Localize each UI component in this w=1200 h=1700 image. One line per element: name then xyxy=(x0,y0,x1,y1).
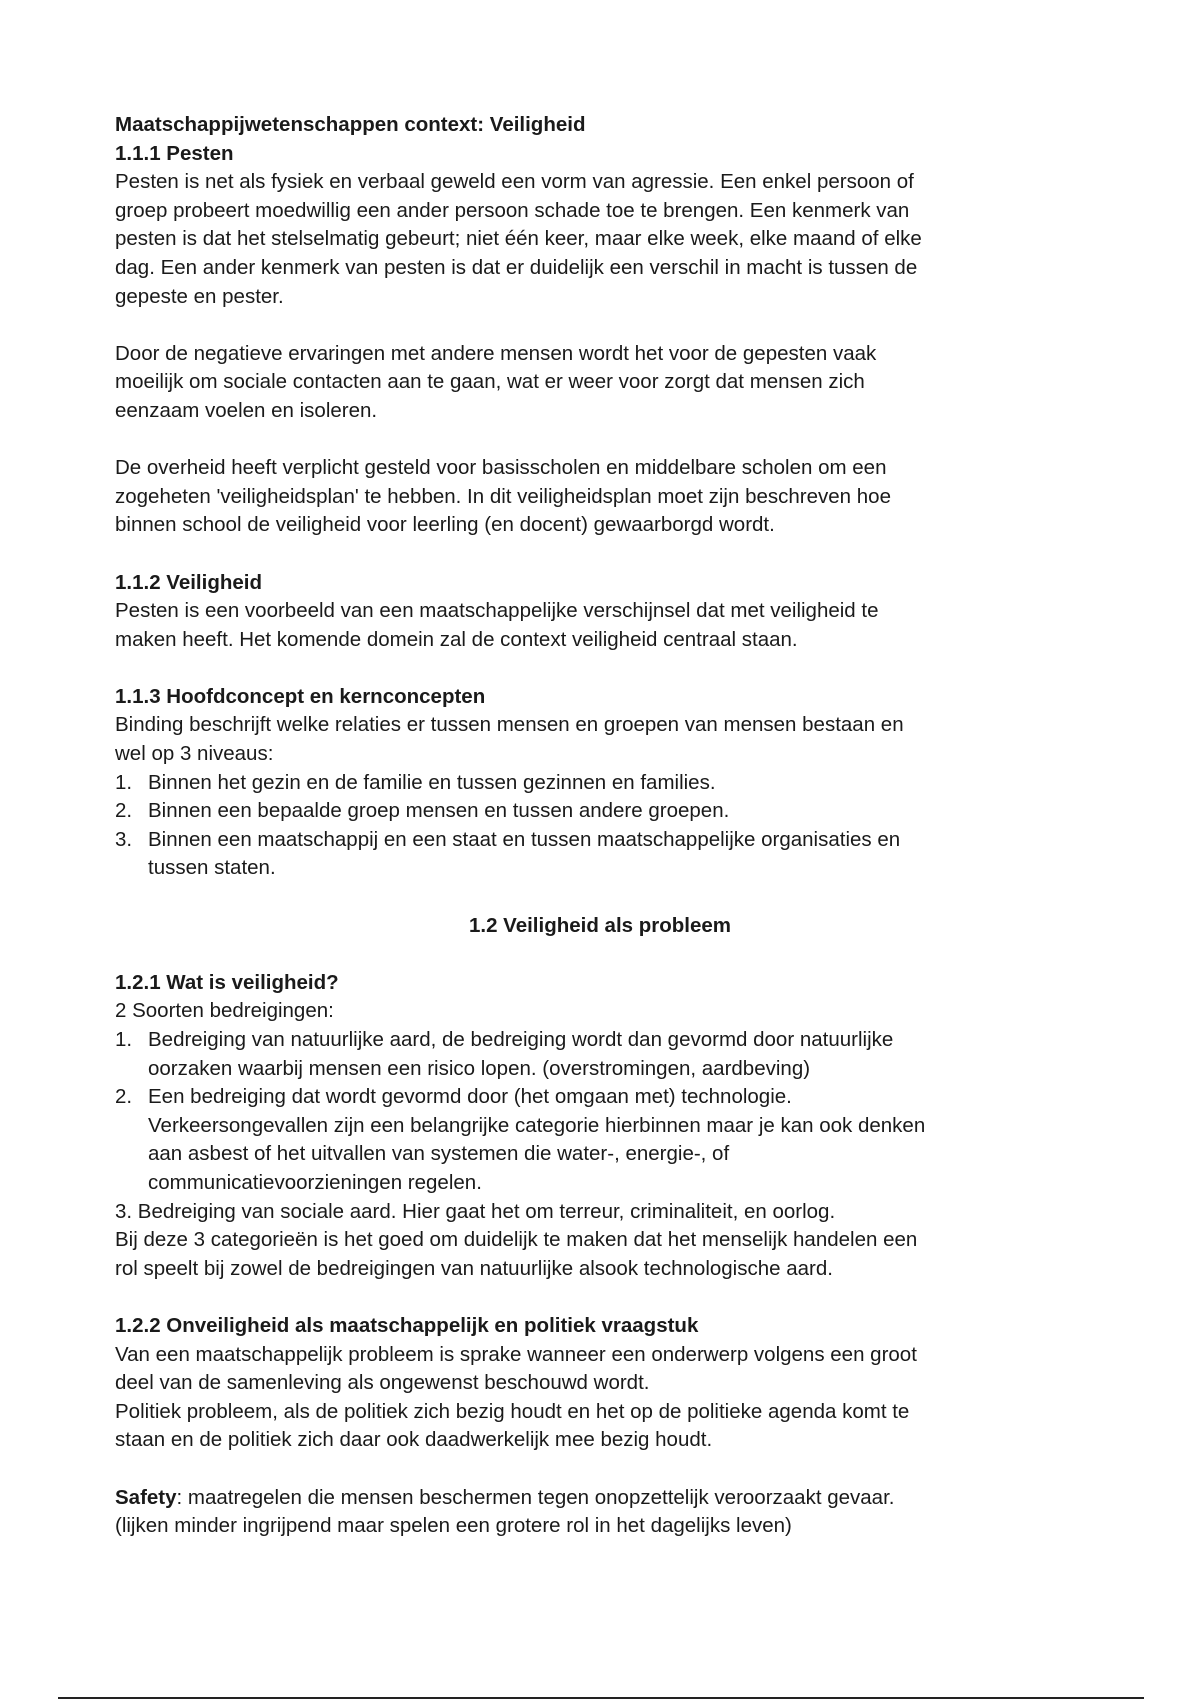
list-item xyxy=(115,769,1085,798)
paragraph-problem-types xyxy=(115,1341,1085,1455)
paragraph-veiligheid xyxy=(115,597,1085,654)
section-heading-1-1-3: 1.1.3 Hoofdconcept en kernconcepten xyxy=(115,684,486,708)
paragraph-binding xyxy=(115,711,1085,768)
text-line: aan asbest of het uitvallen van systemen die water-, energie-, of xyxy=(148,1142,730,1166)
footer-divider xyxy=(58,1697,1144,1699)
safety-note: (lijken minder ingrijpend maar spelen een grotere rol in het dagelijks leven) xyxy=(115,1514,792,1538)
text-line: staan en de politiek zich daar ook daadwerkelijk mee bezig houdt. xyxy=(115,1428,713,1452)
section-heading-1-1-2: 1.1.2 Veiligheid xyxy=(115,570,262,594)
list-number: 1. xyxy=(115,1028,133,1051)
text-line: dag. Een ander kenmerk van pesten is dat er duidelijk een verschil in macht is tussen de xyxy=(115,255,918,279)
paragraph-pesten-effects xyxy=(115,340,1085,426)
text-line: binnen school de veiligheid voor leerling (en docent) gewaarborgd wordt. xyxy=(115,513,775,537)
list-item xyxy=(115,826,1085,883)
paragraph-spacer xyxy=(115,940,1085,969)
safety-term: Safety xyxy=(115,1485,177,1509)
paragraph-human-action xyxy=(115,1226,1085,1283)
section-heading-1-1-1: 1.1.1 Pesten xyxy=(115,141,234,165)
paragraph-spacer xyxy=(115,1283,1085,1312)
text-line: Verkeersongevallen zijn een belangrijke categorie hierbinnen maar je kan ook denken xyxy=(148,1113,926,1137)
text-line: Van een maatschappelijk probleem is sprake wanneer een onderwerp volgens een groot xyxy=(115,1342,917,1366)
text-line: Een bedreiging dat wordt gevormd door (het omgaan met) technologie. xyxy=(148,1085,792,1109)
text-line: Binding beschrijft welke relaties er tussen mensen en groepen van mensen bestaan en xyxy=(115,713,904,737)
text-line: wel op 3 niveaus: xyxy=(115,742,274,766)
text-line: Politiek probleem, als de politiek zich bezig houdt en het op de politieke agenda komt te xyxy=(115,1399,910,1423)
text-line: eenzaam voelen en isoleren. xyxy=(115,398,378,422)
list-number: 1. xyxy=(115,770,133,794)
safety-definition xyxy=(115,1484,1085,1513)
text-line: gepeste en pester. xyxy=(115,284,284,308)
list-item xyxy=(115,1026,1085,1083)
text-line: Binnen het gezin en de familie en tussen gezinnen en families. xyxy=(148,770,716,794)
paragraph-spacer xyxy=(115,311,1085,340)
text-line: Pesten is een voorbeeld van een maatschappelijke verschijnsel dat met veiligheid te xyxy=(115,599,879,623)
document-page xyxy=(115,111,1085,1541)
text-line: Door de negatieve ervaringen met andere mensen wordt het voor de gepesten vaak xyxy=(115,341,877,365)
safety-definition-text: : maatregelen die mensen beschermen tegen onopzettelijk veroorzaakt gevaar. xyxy=(176,1485,895,1509)
text-line: Binnen een maatschappij en een staat en tussen maatschappelijke organisaties en xyxy=(148,827,901,851)
text-line: zogeheten 'veiligheidsplan' te hebben. In dit veiligheidsplan moet zijn beschreven hoe xyxy=(115,484,891,508)
text-line: Pesten is net als fysiek en verbaal geweld een vorm van agressie. Een enkel persoon of xyxy=(115,170,914,194)
text-line: maken heeft. Het komende domein zal de context veiligheid centraal staan. xyxy=(115,627,798,651)
binding-levels-list xyxy=(115,769,1085,883)
paragraph-spacer xyxy=(115,540,1085,569)
threat-types-intro: 2 Soorten bedreigingen: xyxy=(115,999,334,1023)
text-line: Bij deze 3 categorieën is het goed om duidelijk te maken dat het menselijk handelen een xyxy=(115,1228,918,1252)
text-line: tussen staten. xyxy=(148,856,276,880)
text-line: pesten is dat het stelselmatig gebeurt; niet één keer, maar elke week, elke maand of elke xyxy=(115,227,922,251)
text-line: groep probeert moedwillig een ander persoon schade toe te brengen. Een kenmerk van xyxy=(115,198,910,222)
paragraph-spacer xyxy=(115,1455,1085,1484)
text-line: Bedreiging van natuurlijke aard, de bedreiging wordt dan gevormd door natuurlijke xyxy=(148,1028,894,1051)
section-heading-1-2: 1.2 Veiligheid als probleem xyxy=(468,913,732,937)
list-number: 3. xyxy=(115,827,133,851)
text-line: oorzaken waarbij mensen een risico lopen. (overstromingen, aardbeving) xyxy=(148,1056,811,1080)
paragraph-pesten-definition xyxy=(115,168,1085,311)
list-number: 2. xyxy=(115,799,133,823)
list-item xyxy=(115,1083,1085,1197)
text-line: De overheid heeft verplicht gesteld voor basisscholen en middelbare scholen om een xyxy=(115,456,887,480)
paragraph-veiligheidsplan xyxy=(115,454,1085,540)
section-heading-1-2-2: 1.2.2 Onveiligheid als maatschappelijk en politiek vraagstuk xyxy=(115,1313,699,1337)
threat-types-list xyxy=(115,1026,1085,1198)
section-heading-1-2-1: 1.2.1 Wat is veiligheid? xyxy=(115,970,339,994)
text-line: rol speelt bij zowel de bedreigingen van natuurlijke alsook technologische aard. xyxy=(115,1256,833,1280)
list-item xyxy=(115,797,1085,826)
text-line: Binnen een bepaalde groep mensen en tussen andere groepen. xyxy=(148,799,730,823)
paragraph-spacer xyxy=(115,883,1085,912)
text-line: moeilijk om sociale contacten aan te gaan, wat er weer voor zorgt dat mensen zich xyxy=(115,370,865,394)
threat-type-social: 3. Bedreiging van sociale aard. Hier gaat het om terreur, criminaliteit, en oorlog. xyxy=(115,1199,836,1223)
list-number: 2. xyxy=(115,1085,133,1109)
paragraph-spacer xyxy=(115,426,1085,455)
document-title: Maatschappijwetenschappen context: Veiligheid xyxy=(115,113,586,136)
text-line: deel van de samenleving als ongewenst beschouwd wordt. xyxy=(115,1371,650,1395)
paragraph-spacer xyxy=(115,654,1085,683)
text-line: communicatievoorzieningen regelen. xyxy=(148,1170,482,1194)
